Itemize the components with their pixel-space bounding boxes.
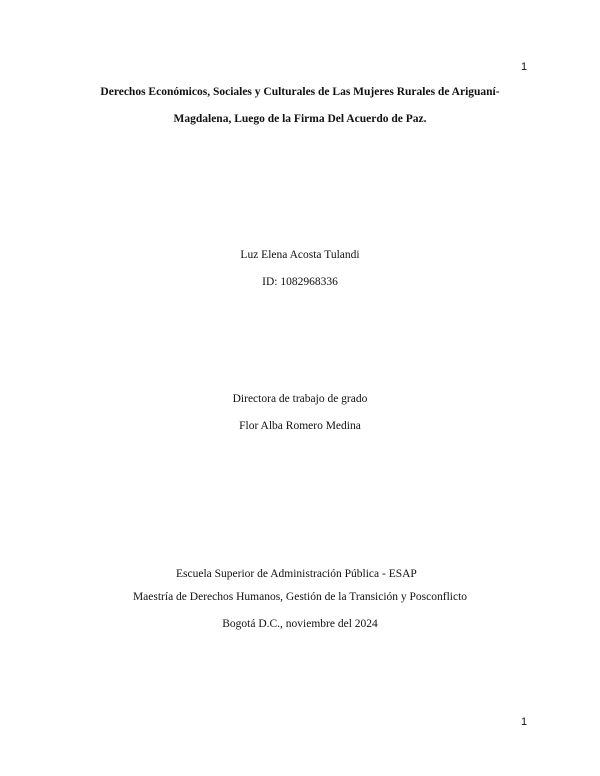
institution-program: Maestría de Derechos Humanos, Gestión de la Transición y Posconflicto [132,591,468,603]
advisor-role: Directora de trabajo de grado [232,393,368,405]
advisor-name: Flor Alba Romero Medina [239,420,361,432]
title-line-2: Magdalena, Luego de la Firma Del Acuerdo de Paz. [173,113,427,125]
footer-page-number: 1 [521,716,528,728]
header-page-number: 1 [521,61,528,73]
institution-school: Escuela Superior de Administración Pública - ESAP [176,568,417,580]
author-id: ID: 1082968336 [262,276,338,288]
title-line-1: Derechos Económicos, Sociales y Culturales de Las Mujeres Rurales de Ariguaní- [100,86,500,98]
institution-place-date: Bogotá D.C., noviembre del 2024 [222,618,378,630]
author-name: Luz Elena Acosta Tulandi [240,249,360,261]
